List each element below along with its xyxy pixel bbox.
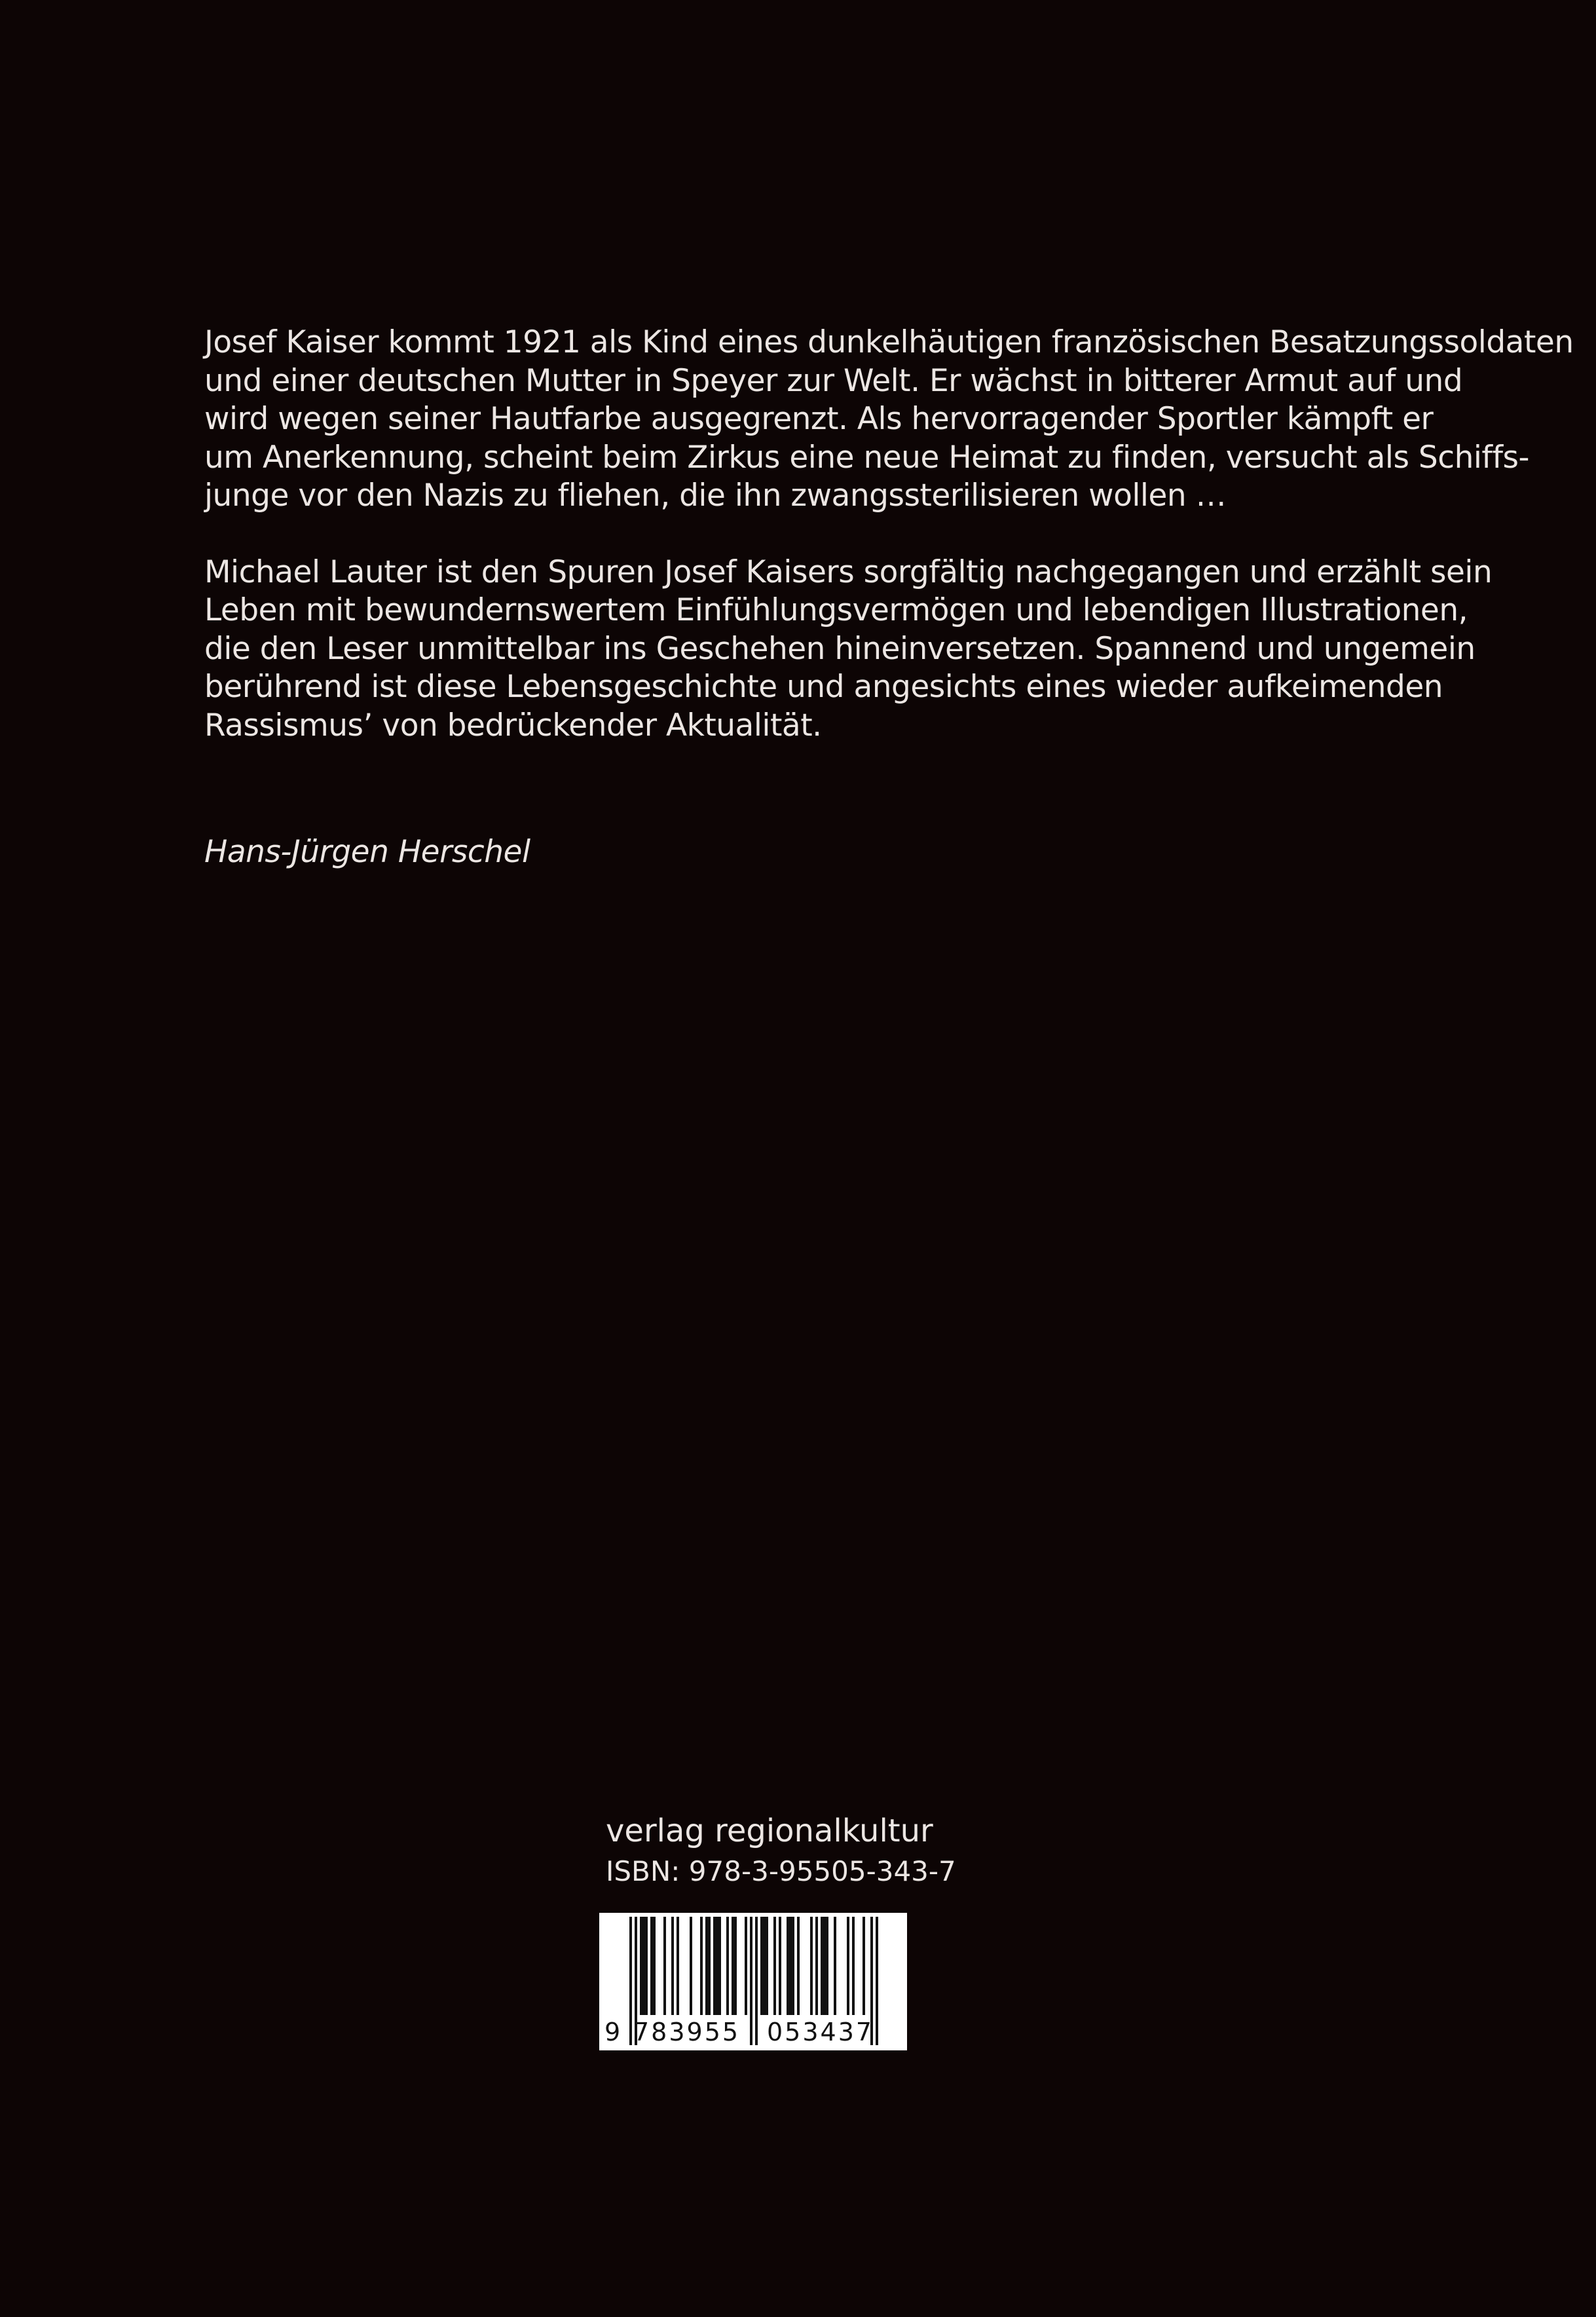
barcode-bar bbox=[705, 1917, 711, 2015]
barcode-bar bbox=[852, 1917, 855, 2015]
blurb-author: Hans-Jürgen Herschel bbox=[204, 834, 530, 870]
blurb-line: wird wegen seiner Hautfarbe ausgegrenzt. Als hervorragender Sportler kämpft er bbox=[204, 401, 1434, 437]
blurb-line: Michael Lauter ist den Spuren Josef Kaisers sorgfältig nachgegangen und erzählt sein bbox=[204, 554, 1493, 590]
back-cover-blurb bbox=[204, 324, 1574, 745]
barcode-bar bbox=[671, 1917, 674, 2015]
barcode-bar bbox=[700, 1917, 703, 2015]
barcode-bar bbox=[863, 1917, 865, 2015]
barcode-bar bbox=[815, 1917, 818, 2015]
barcode-bar bbox=[810, 1917, 813, 2015]
barcode-right-group: 053437 bbox=[767, 2018, 874, 2046]
barcode-bar bbox=[847, 1917, 849, 2015]
isbn-barcode bbox=[599, 1913, 907, 2050]
barcode-bar bbox=[787, 1917, 794, 2015]
publisher-prefix: verlag bbox=[606, 1813, 705, 1849]
barcode-bar bbox=[690, 1917, 692, 2015]
barcode-bar bbox=[732, 1917, 737, 2015]
blurb-line: berührend ist diese Lebensgeschichte und angesichts eines wieder aufkeimenden bbox=[204, 669, 1443, 705]
barcode-bar bbox=[797, 1917, 800, 2015]
barcode-bar bbox=[779, 1917, 781, 2015]
barcode-digits bbox=[599, 2018, 907, 2046]
barcode-bar bbox=[834, 1917, 836, 2015]
blurb-line: die den Leser unmittelbar ins Geschehen hineinversetzen. Spannend und ungemein bbox=[204, 630, 1475, 667]
blurb-line: Josef Kaiser kommt 1921 als Kind eines dunkelhäutigen französischen Besatzungssoldaten bbox=[204, 324, 1574, 360]
blurb-line: und einer deutschen Mutter in Speyer zur Welt. Er wächst in bitterer Armut auf und bbox=[204, 362, 1463, 399]
isbn-label: ISBN: 978-3-95505-343-7 bbox=[606, 1855, 956, 1887]
blurb-line: junge vor den Nazis zu fliehen, die ihn zwangssterilisieren wollen … bbox=[204, 478, 1227, 514]
barcode-bar bbox=[640, 1917, 648, 2015]
barcode-bar bbox=[773, 1917, 776, 2015]
publisher-name: regionalkultur bbox=[714, 1813, 933, 1849]
blurb-line: Rassismus’ von bedrückender Aktualität. bbox=[204, 707, 822, 744]
barcode-lead-digit: 9 bbox=[604, 2018, 623, 2046]
barcode-bar bbox=[821, 1917, 828, 2015]
blurb-line: Leben mit bewundernswertem Einfühlungsvermögen und lebendigen Illustrationen, bbox=[204, 592, 1468, 628]
publisher-logo bbox=[606, 1811, 933, 1851]
barcode-bar bbox=[713, 1917, 721, 2015]
blurb-paragraph-2 bbox=[204, 554, 1493, 745]
barcode-left-group: 783955 bbox=[633, 2018, 741, 2046]
barcode-bar bbox=[760, 1917, 768, 2015]
barcode-bar bbox=[726, 1917, 729, 2015]
barcode-bar bbox=[677, 1917, 679, 2015]
barcode-bar bbox=[650, 1917, 656, 2015]
barcode-bar bbox=[745, 1917, 747, 2015]
blurb-paragraph-1 bbox=[204, 324, 1574, 516]
barcode-bar bbox=[663, 1917, 666, 2015]
blurb-line: um Anerkennung, scheint beim Zirkus eine neue Heimat zu finden, versucht als Schiffs- bbox=[204, 439, 1529, 476]
